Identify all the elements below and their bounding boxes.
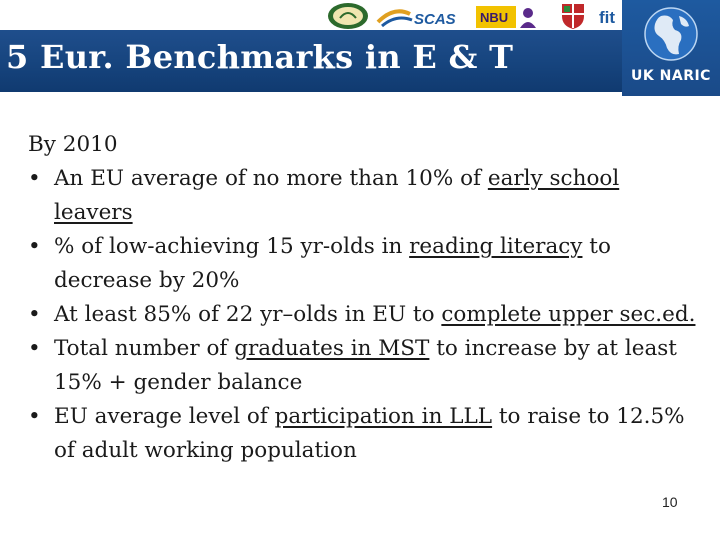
slide-header xyxy=(0,0,720,96)
svg-text:NBU: NBU xyxy=(480,10,509,25)
intro-text: By 2010 xyxy=(28,132,118,157)
underlined-term: participation in LLL xyxy=(274,404,493,429)
slide-body xyxy=(28,128,698,468)
nbu-logo xyxy=(476,4,544,30)
bullet-icon: • xyxy=(28,234,41,259)
underlined-term: reading literacy xyxy=(409,234,583,259)
svg-text:SCAS: SCAS xyxy=(414,11,456,28)
benchmark-list xyxy=(28,162,698,468)
shield-logo xyxy=(560,2,586,30)
list-item xyxy=(28,298,698,332)
scas-logo xyxy=(376,4,456,30)
list-item xyxy=(28,400,698,468)
uk-naric-panel xyxy=(622,0,720,96)
bullet-icon: • xyxy=(28,404,41,429)
bullet-icon: • xyxy=(28,336,41,361)
list-item xyxy=(28,332,698,400)
community-centre-logo xyxy=(326,2,370,30)
point-text: to raise to 12.5% of adult working population xyxy=(54,404,685,463)
bullet-icon: • xyxy=(28,166,41,191)
globe-icon xyxy=(643,6,699,62)
uk-naric-label: UK NARIC xyxy=(631,68,711,84)
point-text: EU average level of xyxy=(54,404,275,429)
svg-text:fit: fit xyxy=(599,8,616,27)
slide-title: 5 Eur. Benchmarks in E & T xyxy=(6,38,514,76)
list-item xyxy=(28,230,698,298)
underlined-term: complete upper sec.ed. xyxy=(441,302,696,327)
point-text: to increase by at least 15% + gender balance xyxy=(54,336,677,395)
point-text: to decrease by 20% xyxy=(54,234,611,293)
point-text: Total number of xyxy=(54,336,235,361)
underlined-term: graduates in MST xyxy=(234,336,430,361)
point-text: At least 85% of 22 yr–olds in EU to xyxy=(54,302,442,327)
list-item xyxy=(28,162,698,230)
page-number: 10 xyxy=(662,494,678,510)
point-text: An EU average of no more than 10% of xyxy=(54,166,488,191)
point-text: % of low-achieving 15 yr-olds in xyxy=(54,234,410,259)
underlined-term: early school leavers xyxy=(54,166,620,225)
bullet-icon: • xyxy=(28,302,41,327)
